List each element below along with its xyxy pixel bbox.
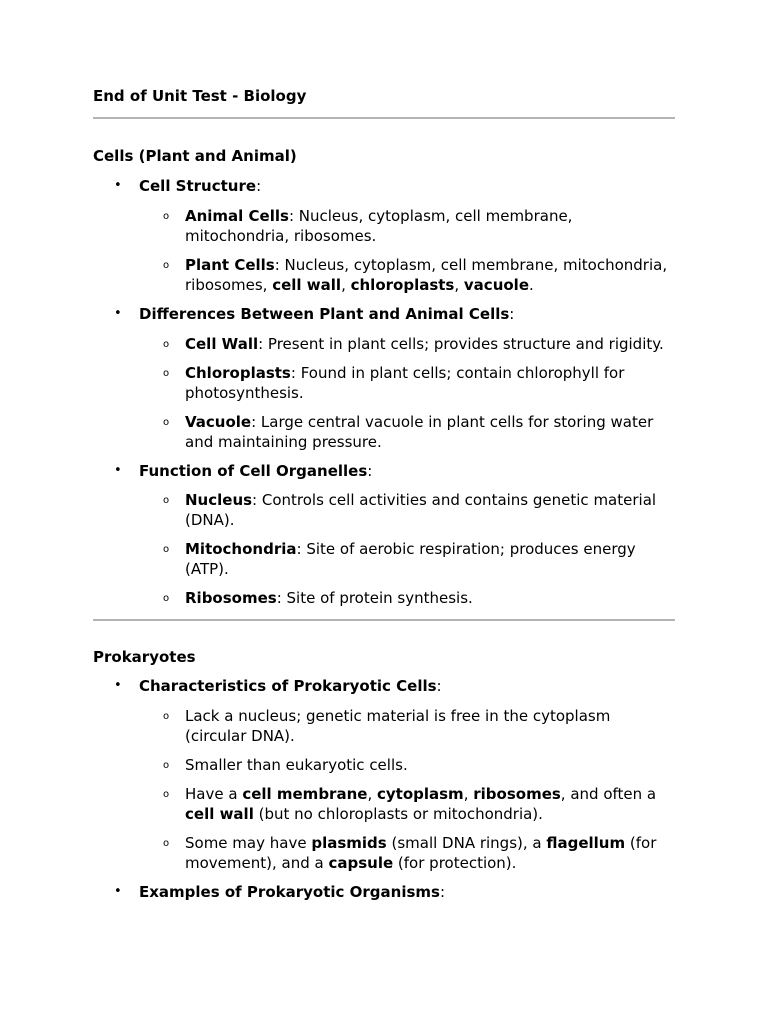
topic-title: Cell Structure: — [139, 177, 262, 195]
circle-bullet-icon: o — [163, 339, 170, 350]
list-item-text: Lack a nucleus; genetic material is free in the cytoplasm (circular DNA). — [185, 707, 611, 745]
topic-item — [93, 882, 675, 902]
list-item — [139, 755, 675, 775]
list-item — [139, 255, 675, 295]
list-item — [139, 206, 675, 246]
circle-bullet-icon: o — [163, 544, 170, 555]
list-item-text: Cell Wall: Present in plant cells; provides structure and rigidity. — [185, 335, 664, 353]
list-item-text: Ribosomes: Site of protein synthesis. — [185, 589, 473, 607]
disc-bullet-icon: • — [114, 463, 122, 478]
topic-title: Examples of Prokaryotic Organisms: — [139, 883, 446, 901]
circle-bullet-icon: o — [163, 368, 170, 379]
list-item-text: Vacuole: Large central vacuole in plant cells for storing water and maintaining pressure. — [185, 413, 654, 451]
list-item — [139, 363, 675, 403]
disc-bullet-icon: • — [114, 306, 122, 321]
list-item — [139, 334, 675, 354]
document-title: End of Unit Test - Biology — [93, 87, 307, 105]
disc-bullet-icon: • — [114, 678, 122, 693]
disc-bullet-icon: • — [114, 178, 122, 193]
topic-item — [93, 676, 675, 873]
list-item — [139, 833, 675, 873]
circle-bullet-icon: o — [163, 260, 170, 271]
list-item-text: Some may have plasmids (small DNA rings), a flagellum (for movement), and a capsule (for protection). — [185, 834, 657, 872]
list-item-text: Plant Cells: Nucleus, cytoplasm, cell membrane, mitochondria, ribosomes, cell wall, chloroplasts, vacuole. — [185, 256, 668, 294]
subtopic-list — [139, 334, 675, 452]
circle-bullet-icon: o — [163, 593, 170, 604]
section-divider — [93, 619, 675, 621]
subtopic-list — [139, 490, 675, 608]
circle-bullet-icon: o — [163, 417, 170, 428]
topic-title: Function of Cell Organelles: — [139, 462, 373, 480]
circle-bullet-icon: o — [163, 711, 170, 722]
topic-item — [93, 176, 675, 295]
document-page — [93, 86, 675, 902]
topic-item — [93, 461, 675, 608]
list-item-text: Have a cell membrane, cytoplasm, ribosomes, and often a cell wall (but no chloroplasts or mitochondria). — [185, 785, 657, 823]
title-divider — [93, 117, 675, 119]
circle-bullet-icon: o — [163, 838, 170, 849]
topic-title: Differences Between Plant and Animal Cells: — [139, 305, 515, 323]
section-prokaryotes-topics — [93, 676, 675, 902]
topic-title: Characteristics of Prokaryotic Cells: — [139, 677, 442, 695]
subtopic-list — [139, 206, 675, 295]
list-item — [139, 412, 675, 452]
circle-bullet-icon: o — [163, 211, 170, 222]
topic-item — [93, 304, 675, 452]
list-item-text: Animal Cells: Nucleus, cytoplasm, cell membrane, mitochondria, ribosomes. — [185, 207, 573, 245]
list-item — [139, 784, 675, 824]
list-item-text: Smaller than eukaryotic cells. — [185, 756, 408, 774]
list-item-text: Chloroplasts: Found in plant cells; contain chlorophyll for photosynthesis. — [185, 364, 625, 402]
list-item — [139, 588, 675, 608]
subtopic-list — [139, 706, 675, 873]
list-item-text: Mitochondria: Site of aerobic respiration; produces energy (ATP). — [185, 540, 636, 578]
section-cells-topics — [93, 176, 675, 608]
circle-bullet-icon: o — [163, 760, 170, 771]
section-heading-prokaryotes: Prokaryotes — [93, 648, 196, 666]
circle-bullet-icon: o — [163, 789, 170, 800]
list-item — [139, 490, 675, 530]
section-heading-cells: Cells (Plant and Animal) — [93, 147, 297, 165]
list-item-text: Nucleus: Controls cell activities and contains genetic material (DNA). — [185, 491, 657, 529]
circle-bullet-icon: o — [163, 495, 170, 506]
list-item — [139, 539, 675, 579]
disc-bullet-icon: • — [114, 884, 122, 899]
list-item — [139, 706, 675, 746]
